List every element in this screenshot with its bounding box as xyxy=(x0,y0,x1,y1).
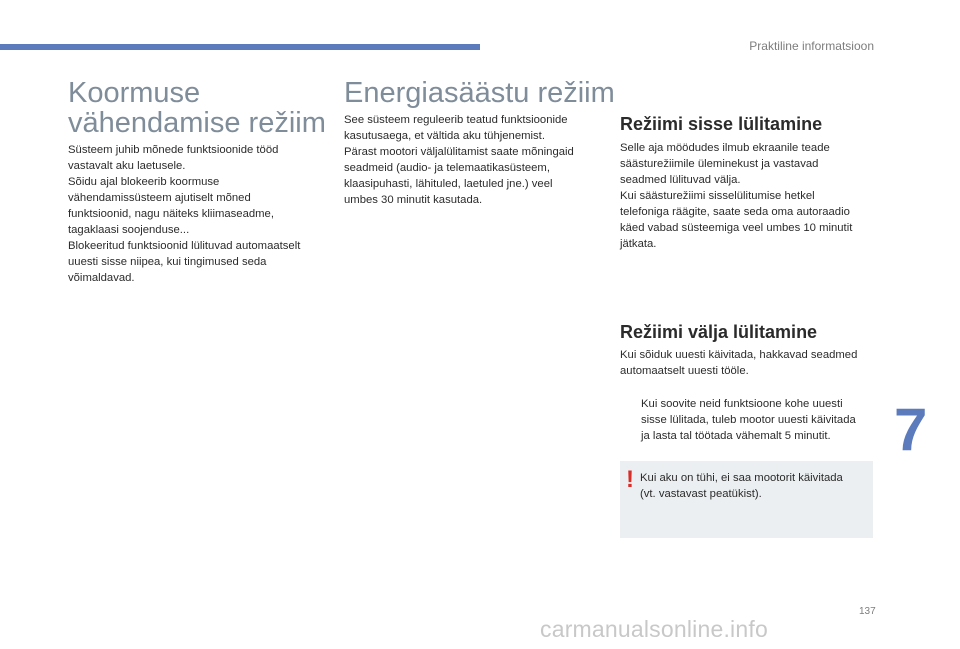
title-mode-off: Režiimi välja lülitamine xyxy=(620,322,818,342)
watermark-text: carmanualsonline.info xyxy=(540,616,768,642)
title-energy-saving: Energiasäästu režiim xyxy=(344,77,615,109)
top-accent-bar xyxy=(0,44,480,50)
bullet-text: Kui soovite neid funktsioone kohe uuesti sisse lülitada, tuleb mootor uuesti käivitada ja lasta tal töötada vähemalt 5 minutit. xyxy=(641,398,856,442)
text-load-reduction: Süsteem juhib mõnede funktsioonide tööd vastavalt aku laetusele. Sõidu ajal blokeerib koormuse vähendamissüsteem ajutiselt mõned funktsioonid, nagu näiteks kliimaseadme, tagaklaasi soojenduse... Blokeeritud funktsioonid lülituvad automaatselt uuesti sisse niipea, kui tingimused seda võimaldavad. xyxy=(68,144,301,284)
section-header: Praktiline informatsioon xyxy=(749,39,874,53)
warning-exclamation-icon: ! xyxy=(626,466,634,493)
warning-text: Kui aku on tühi, ei saa mootorit käivitada (vt. vastavast peatükist). xyxy=(640,472,843,500)
title-load-reduction: Koormuse vähendamise režiim xyxy=(68,77,326,139)
text-mode-off: Kui sõiduk uuesti käivitada, hakkavad seadmed automaatselt uuesti tööle. xyxy=(620,349,858,377)
chapter-number: 7 xyxy=(894,396,928,463)
title-mode-on: Režiimi sisse lülitamine xyxy=(620,114,823,134)
page-number: 137 xyxy=(859,606,876,617)
text-energy-saving: See süsteem reguleerib teatud funktsioonide kasutusaega, et vältida aku tühjenemist. Pärast mootori väljalülitamist saate mõningaid seadmeid (audio- ja telemaatikasüsteem, klaasipuhasti, lähituled, laetuled jne.) veel umbes 30 minutit kasutada. xyxy=(344,114,574,206)
text-mode-on: Selle aja möödudes ilmub ekraanile teade säästurežiimile üleminekust ja vastavad seadmed lülituvad välja. Kui säästurežiimi sisselülitumise hetkel telefoniga räägite, saate seda oma autoraadio käed vabad süsteemiga veel umbes 10 minutit jätkata. xyxy=(620,142,853,250)
